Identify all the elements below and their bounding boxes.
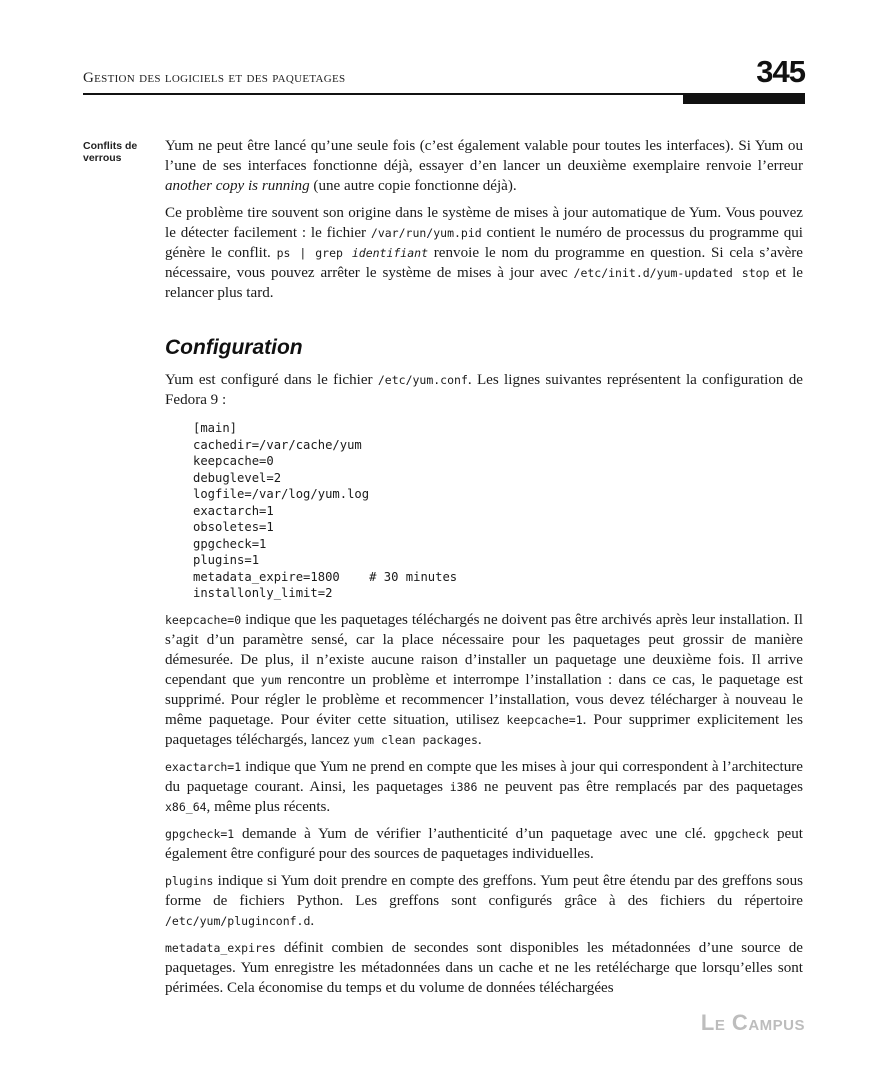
- publisher-logo: Le Campus: [700, 1010, 805, 1035]
- paragraph-exactarch: exactarch=1 indique que Yum ne prend en compte que les mises à jour qui correspondent à l’architecture du paquetage courant. Ainsi, les paquetages i386 ne peuvent pas être remplacés par des paquetages x86_64, même plus récents.: [165, 758, 803, 815]
- section-heading: Configuration: [165, 336, 303, 359]
- config-code-block: [main] cachedir=/var/cache/yum keepcache=0 debuglevel=2 logfile=/var/log/yum.log exactarch=1 obsoletes=1 gpgcheck=1 plugins=1 metadata_expire=1800 # 30 minutes installonly_limit=2: [193, 421, 458, 600]
- paragraph-lock-conflict: Yum ne peut être lancé qu’une seule fois (c’est également valable pour toutes les interfaces). Si Yum ou l’une de ses interfaces fonctionne déjà, essayer d’en lancer un deuxième exemplaire renvoie l’erreur another copy is running (une autre copie fonctionne déjà).: [165, 138, 803, 194]
- paragraph-gpgcheck: gpgcheck=1 demande à Yum de vérifier l’authenticité d’un paquetage avec une clé. gpgcheck peut également être configuré pour des sources de paquetages individuelles.: [165, 825, 803, 862]
- running-header: [83, 56, 805, 94]
- paragraph-plugins: plugins indique si Yum doit prendre en compte des greffons. Yum peut être étendu par des greffons sous forme de fichiers Python. Les greffons sont configurés grâce à des fichiers du répertoire /etc/yum/pluginconf.d.: [165, 872, 803, 929]
- chapter-title: Gestion des logiciels et des paquetages: [83, 70, 346, 86]
- paragraph-config-intro: Yum est configuré dans le fichier /etc/yum.conf. Les lignes suivantes représentent la configuration de Fedora 9 :: [165, 372, 803, 408]
- paragraph-lock-cause: Ce problème tire souvent son origine dans le système de mises à jour automatique de Yum. Vous pouvez le détecter facilement : le fichier /var/run/yum.pid contient le numéro de processus du programme qui génère le conflit. ps | grep identifiant renvoie le nom du programme en question. Si cela s’avère nécessaire, vous pouvez arrêter le système de mises à jour avec /etc/init.d/yum-updated stop et le relancer plus tard.: [165, 205, 803, 301]
- paragraph-metadata-expire: metadata_expires définit combien de secondes sont disponibles les métadonnées d’une source de paquetages. Yum enregistre les métadonnées dans un cache et ne les retélécharge que lorsqu’elles sont périmées. Cela économise du temps et du volume de données téléchargées: [165, 939, 803, 996]
- page-body: [165, 136, 803, 1005]
- page-number: 345: [756, 54, 805, 89]
- paragraph-keepcache: keepcache=0 indique que les paquetages téléchargés ne doivent pas être archivés après leur installation. Il s’agit d’un paramètre sensé, car la place nécessaire pour les paquetages peut grossir de manière démesurée. De plus, il n’existe aucune raison d’installer un paquetage une deuxième fois. Il arrive cependant que yum rencontre un problème et interrompe l’installation : dans ce cas, le paquetage est supprimé. Pour régler le problème et recommencer l’installation, vous devez télécharger à nouveau le même paquetage. Pour éviter cette situation, utilisez keepcache=1. Pour supprimer explicitement les paquetages téléchargés, lancez yum clean packages.: [165, 611, 803, 748]
- header-tab-bar: [683, 95, 805, 104]
- margin-note: Conflits de verrous: [83, 140, 138, 164]
